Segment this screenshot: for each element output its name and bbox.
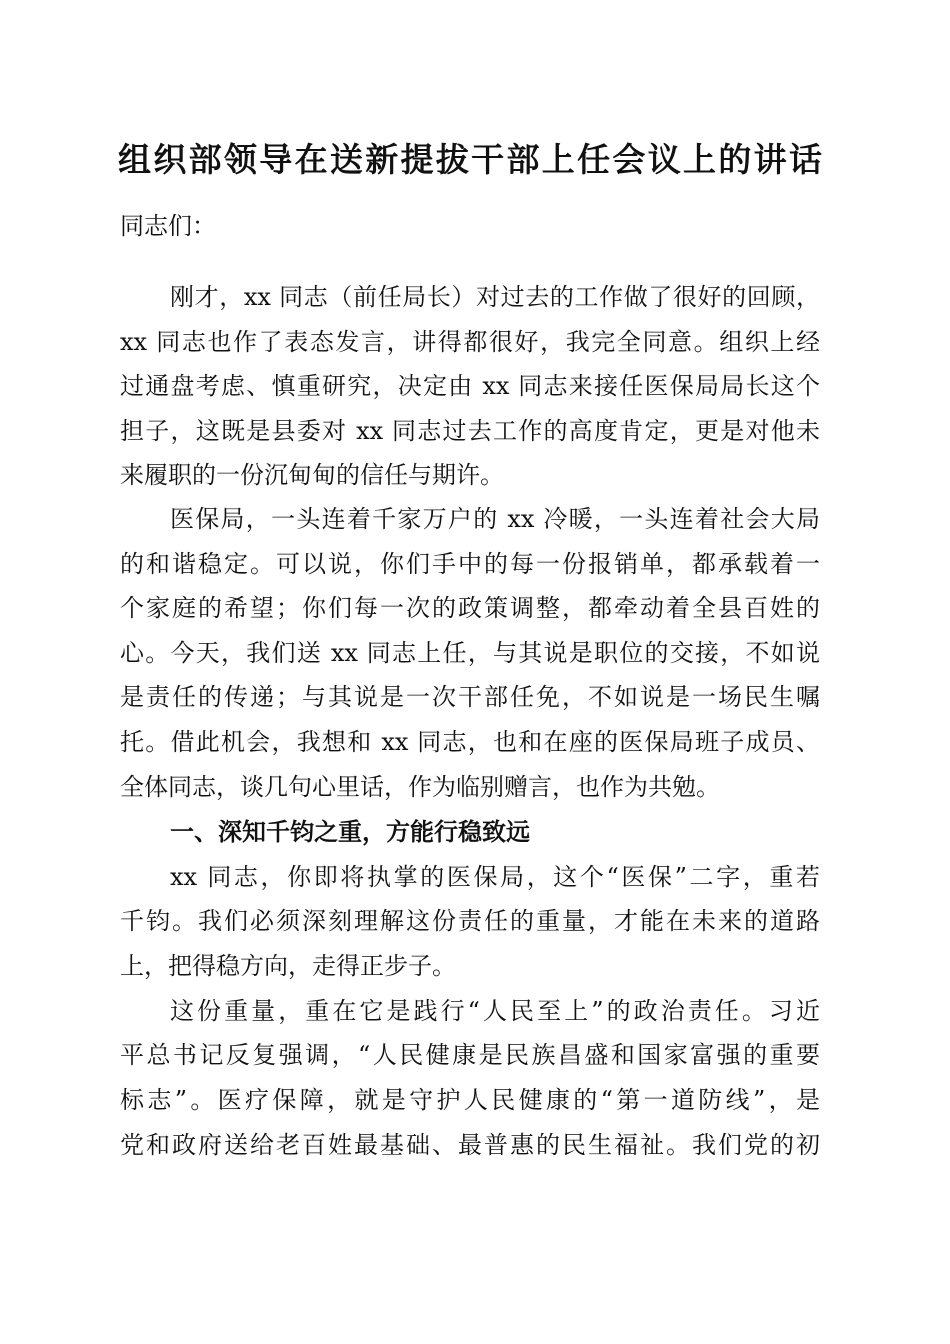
paragraph-line: 是责任的传递；与其说是一次干部任免，不如说是一场民生嘱 bbox=[120, 683, 820, 711]
paragraph-line: 党和政府送给老百姓最基础、最普惠的民生福祉。我们党的初 bbox=[120, 1131, 820, 1159]
paragraph-line: 这份重量，重在它是践行“人民至上”的政治责任。习近 bbox=[170, 997, 820, 1025]
paragraph-line: 千钧。我们必须深刻理解这份责任的重量，才能在未来的道路 bbox=[120, 907, 820, 935]
paragraph-line: 平总书记反复强调，“人民健康是民族昌盛和国家富强的重要 bbox=[120, 1041, 820, 1069]
paragraph-line: 标志”。医疗保障，就是守护人民健康的“第一道防线”，是 bbox=[120, 1086, 820, 1114]
page-title: 组织部领导在送新提拔干部上任会议上的讲话 bbox=[118, 140, 822, 179]
paragraph-line: 个家庭的希望；你们每一次的政策调整，都牵动着全县百姓的 bbox=[120, 594, 820, 622]
paragraph-line: 上，把得稳方向，走得正步子。 bbox=[120, 952, 456, 980]
paragraph-line: 医保局，一头连着千家万户的 xx 冷暖，一头连着社会大局 bbox=[170, 505, 820, 533]
paragraph-line: xx 同志，你即将执掌的医保局，这个“医保”二字，重若 bbox=[170, 863, 820, 891]
paragraph-line: xx 同志也作了表态发言，讲得都很好，我完全同意。组织上经 bbox=[120, 328, 820, 356]
paragraph-line: 过通盘考虑、慎重研究，决定由 xx 同志来接任医保局局长这个 bbox=[120, 372, 820, 400]
salutation: 同志们： bbox=[120, 212, 216, 240]
paragraph-line: 的和谐稳定。可以说，你们手中的每一份报销单，都承载着一 bbox=[120, 550, 820, 578]
paragraph-line: 心。今天，我们送 xx 同志上任，与其说是职位的交接，不如说 bbox=[120, 639, 820, 667]
paragraph-line: 托。借此机会，我想和 xx 同志，也和在座的医保局班子成员、 bbox=[120, 728, 820, 756]
paragraph-line: 担子，这既是县委对 xx 同志过去工作的高度肯定，更是对他未 bbox=[120, 417, 820, 445]
paragraph-line: 来履职的一份沉甸甸的信任与期许。 bbox=[120, 461, 504, 489]
paragraph-line: 刚才，xx 同志（前任局长）对过去的工作做了很好的回顾， bbox=[170, 283, 820, 311]
section-heading: 一、深知千钧之重，方能行稳致远 bbox=[170, 818, 530, 846]
paragraph-line: 全体同志，谈几句心里话，作为临别赠言，也作为共勉。 bbox=[120, 773, 720, 801]
